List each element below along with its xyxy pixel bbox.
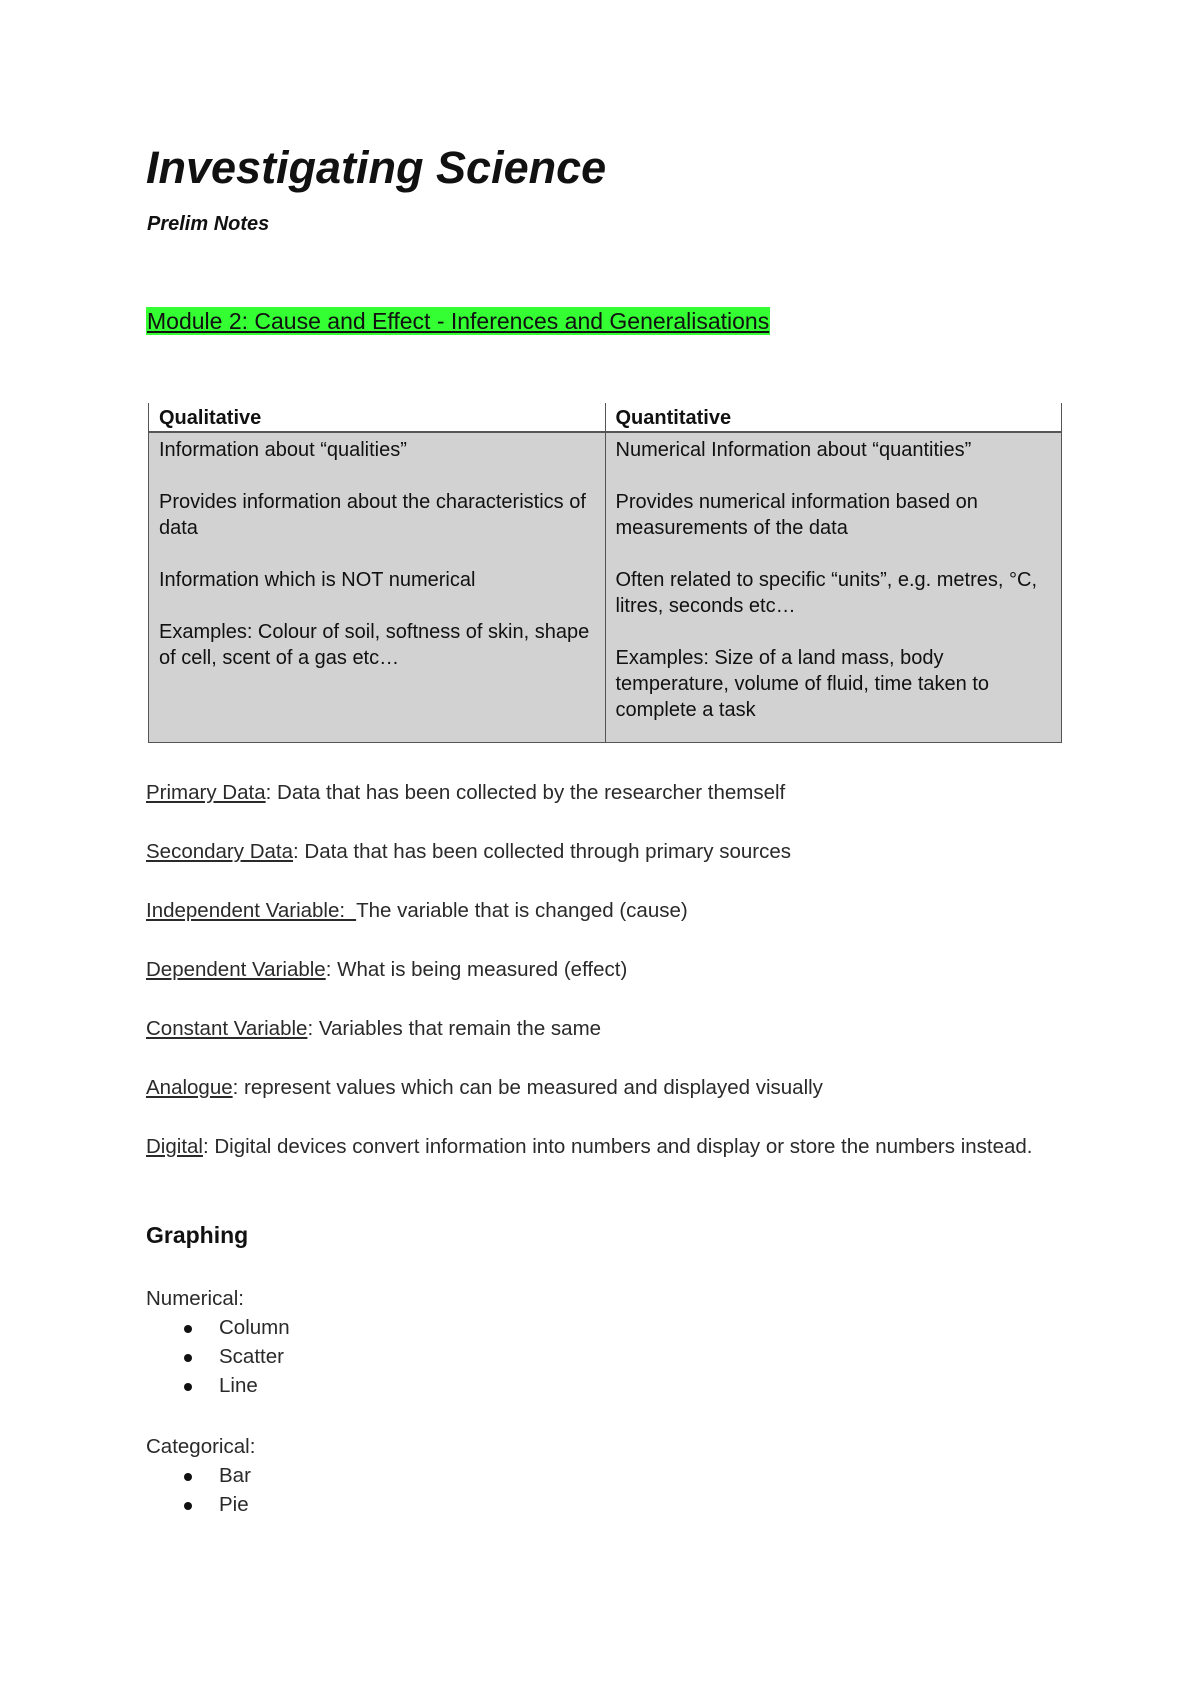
document-title: Investigating Science: [146, 142, 607, 193]
list-item: [146, 1313, 290, 1342]
qualitative-quantitative-table: [148, 403, 1062, 743]
categorical-graph-list: [146, 1461, 255, 1519]
definition-text: What is being measured (effect): [331, 958, 628, 981]
definition-term: Analogue: [146, 1076, 233, 1099]
definition-term: Secondary Data: [146, 840, 294, 863]
quantitative-point: Examples: Size of a land mass, body temperature, volume of fluid, time taken to complete a task: [615, 647, 990, 721]
categorical-graph-group: [146, 1432, 255, 1519]
table-cell-quantitative: [605, 432, 1062, 743]
module-heading: Module 2: Cause and Effect - Inferences and Generalisations: [147, 308, 770, 334]
definition-term: Digital: [146, 1135, 203, 1158]
list-item: [146, 1371, 290, 1400]
definition-text: The variable that is changed (cause): [356, 899, 688, 922]
definition-dependent-variable: [146, 955, 1066, 984]
definition-term: Constant Variable: [146, 1017, 308, 1040]
definition-term: Primary Data: [146, 781, 266, 804]
definition-independent-variable: [146, 896, 1066, 925]
definition-analogue: [146, 1073, 1066, 1102]
definition-separator: :: [202, 1135, 209, 1158]
definition-primary-data: [146, 778, 1066, 807]
definition-digital: [146, 1132, 1066, 1161]
numerical-label: Numerical:: [146, 1287, 244, 1310]
definitions-list: [146, 778, 1066, 1191]
list-item: [146, 1461, 255, 1490]
qualitative-point: Information which is NOT numerical: [159, 569, 476, 591]
definition-separator: :: [307, 1017, 314, 1040]
quantitative-point: Numerical Information about “quantities”: [615, 439, 972, 461]
definition-secondary-data: [146, 837, 1066, 866]
bullet-icon: [184, 1383, 192, 1391]
list-item-label: Pie: [219, 1493, 249, 1516]
definition-separator: :: [293, 840, 299, 863]
table-cell-qualitative: [149, 432, 606, 743]
definition-separator: :: [325, 958, 332, 981]
definition-constant-variable: [146, 1014, 1066, 1043]
list-item-label: Bar: [219, 1464, 251, 1487]
definition-text: Data that has been collected through primary sources: [298, 840, 791, 863]
list-item-label: Line: [219, 1374, 258, 1397]
definition-text: Digital devices convert information into numbers and display or store the numbers instead.: [208, 1135, 1033, 1158]
bullet-icon: [184, 1325, 192, 1333]
qualitative-point: Information about “qualities”: [159, 439, 407, 461]
bullet-icon: [184, 1354, 192, 1362]
definition-separator: :: [265, 781, 272, 804]
quantitative-point: Often related to specific “units”, e.g. metres, °C, litres, seconds etc…: [615, 569, 1037, 617]
qualitative-point: Provides information about the characteristics of data: [159, 491, 586, 539]
numerical-graph-list: [146, 1313, 290, 1400]
graphing-heading: Graphing: [146, 1222, 249, 1248]
definition-term: Independent Variable:: [146, 899, 357, 922]
categorical-label: Categorical:: [146, 1435, 256, 1458]
quantitative-point: Provides numerical information based on measurements of the data: [615, 491, 978, 539]
definition-text: Variables that remain the same: [313, 1017, 602, 1040]
document-subtitle: Prelim Notes: [147, 213, 270, 235]
list-item-label: Scatter: [219, 1345, 284, 1368]
bullet-icon: [184, 1473, 192, 1481]
numerical-graph-group: [146, 1284, 290, 1400]
list-item: [146, 1342, 290, 1371]
bullet-icon: [184, 1502, 192, 1510]
definition-term: Dependent Variable: [146, 958, 326, 981]
definition-text: represent values which can be measured and displayed visually: [238, 1076, 823, 1099]
qualitative-point: Examples: Colour of soil, softness of skin, shape of cell, scent of a gas etc…: [159, 621, 590, 669]
definition-separator: :: [232, 1076, 239, 1099]
list-item-label: Column: [219, 1316, 290, 1339]
table-header-quantitative: Quantitative: [605, 403, 1062, 432]
list-item: [146, 1490, 255, 1519]
table-header-qualitative: Qualitative: [149, 403, 606, 432]
definition-text: Data that has been collected by the researcher themself: [271, 781, 786, 804]
